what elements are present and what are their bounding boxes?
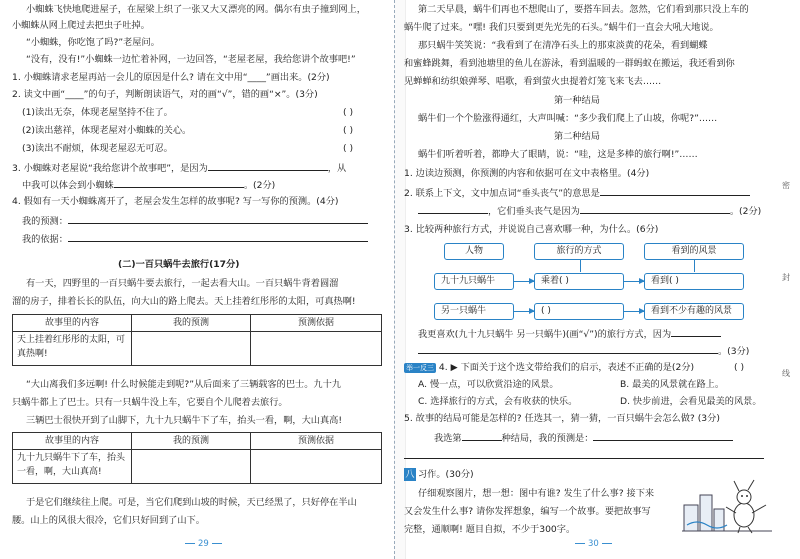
badge: 举一反三	[406, 363, 434, 372]
prediction-table-2	[12, 432, 382, 484]
question-3-cont	[22, 177, 275, 193]
answer-line[interactable]	[114, 177, 244, 188]
story-line: 三辆巴士很快开到了山脚下，九十九只蜗牛下了车，抬头一看，啊，大山真高!	[26, 415, 343, 426]
option-a: A. 慢一点，可以欣赏沿途的风景。	[418, 379, 559, 390]
illustration	[682, 475, 772, 537]
basis-label: 我的依据：	[22, 234, 68, 245]
prediction-label: 我的预测：	[22, 216, 68, 227]
table-cell-input[interactable]	[251, 450, 382, 484]
question-4: 4. 假如有一天小蜘蛛离开了，老屋会发生怎样的故事呢? 写一写你的预测。(4分)	[12, 196, 339, 207]
story-line: “大山离我们多远啊! 什么时候能走到呢?”从后面来了三辆载客的巴士。九十九	[26, 379, 341, 390]
diagram-saw-1[interactable]: 看到( )	[644, 273, 744, 290]
answer-line-full	[404, 448, 764, 464]
q2-text-3: 。(2分)	[729, 206, 762, 217]
essay-line: 又会发生什么事? 请你发挥想象，编写一个故事。要把故事写	[404, 506, 651, 517]
para-line: “小蜘蛛，你吃饱了吗?”老屋问。	[26, 37, 160, 48]
answer-line[interactable]	[418, 343, 718, 354]
q4-text: 4. ▶ 下面关于这个选文带给我们的启示，表述不正确的是(2分)	[438, 362, 695, 373]
table-header: 预测依据	[251, 315, 382, 332]
essay-line: 仔细观察图片，想一想：图中有谁? 发生了什么事? 接下来	[418, 488, 655, 499]
ending-title-2: 第二种结局	[554, 131, 600, 142]
page-number	[572, 539, 615, 549]
story-line: 第二天早晨，蜗牛们再也不想爬山了，要搭车回去。忽然，它们看到那只没上车的	[418, 4, 749, 15]
option-d: D. 快步前进，会看见最美的风景。	[620, 396, 762, 407]
table-header: 故事里的内容	[13, 433, 132, 450]
section-number: 八	[405, 469, 415, 480]
story-line: 那只蜗牛笑笑说：“我看到了在清净石头上的那束淡黄的花朵，看到蝴蝶	[418, 40, 708, 51]
diagram-head-way: 旅行的方式	[534, 243, 624, 260]
question-2-cont	[418, 203, 761, 219]
answer-line[interactable]	[593, 430, 733, 441]
ending-line-1: 蜗牛们一个个脸涨得通红，大声叫喊：“多少我们爬上了山坡，你呢?”……	[418, 113, 718, 124]
section-title: (二)一百只蜗牛去旅行(17分)	[118, 259, 240, 270]
option-3: (3)读出不耐烦，体现老屋忍无可忍。	[22, 143, 173, 154]
q3-choice-cont	[418, 343, 749, 359]
option-1: (1)读出无奈，体现老屋坚持不住了。	[22, 107, 173, 118]
q3-text: 3. 小蜘蛛对老屋说“我给您讲个故事吧”，是因为	[12, 163, 208, 174]
q3-choice	[418, 326, 721, 342]
answer-line[interactable]	[580, 203, 730, 214]
section-title: 习作。(30分)	[418, 469, 474, 480]
arrow	[624, 311, 644, 312]
table-cell-input[interactable]	[132, 332, 251, 366]
question-2	[404, 185, 750, 201]
diagram-99-snails: 九十九只蜗牛	[434, 273, 514, 290]
diagram-head-scenery: 看到的风景	[644, 243, 744, 260]
q3-choice-text: 我更喜欢(九十九只蜗牛 另一只蜗牛)(画“√”)的旅行方式，因为	[418, 329, 672, 340]
question-2: 2. 读文中画“____”的句子，判断朗读语气，对的画“√”，错的画“×”。(3分)	[12, 89, 318, 100]
right-page	[404, 0, 774, 559]
question-3: 3. 比较两种旅行方式，并说说自己喜欢哪一种，为什么。(6分)	[404, 224, 659, 235]
arrow	[514, 311, 534, 312]
para-line: 小蜘蛛从网上爬过去把虫子吐掉。	[12, 20, 150, 31]
seal-char: 线	[782, 369, 790, 378]
prediction-table-1	[12, 314, 382, 366]
q5-text: 我选第	[434, 433, 462, 444]
ending-line-2: 蜗牛们听着听着，都睁大了眼睛，说：“哇，这是多棒的旅行啊!”……	[418, 149, 698, 160]
story-line: 和蜜蜂跳舞，看到池塘里的鱼儿在游泳，看到温暖的一群蚂蚁在搬运，我还看到你	[404, 58, 735, 69]
story-line: 见蝉蝉和纺织娘弹琴、唱歌，看到萤火虫提着灯笼飞来飞去……	[404, 76, 662, 87]
answer-line[interactable]	[68, 231, 368, 242]
q2-text-2: ，它们垂头丧气是因为	[488, 206, 580, 217]
seal-char: 封	[782, 273, 790, 282]
answer-line[interactable]	[462, 430, 502, 441]
section-8-title	[404, 468, 474, 482]
ending-title-1: 第一种结局	[554, 95, 600, 106]
page-number-text: 30	[588, 539, 599, 549]
story-line: 只蜗牛都上了巴士。只有一只蜗牛没上车，它要自个儿爬着去旅行。	[12, 397, 288, 408]
table-header: 我的预测	[132, 315, 251, 332]
question-1: 1. 边读边预测，你预测的内容和依据可在文中表格里。(4分)	[404, 168, 650, 179]
seal-char: 密	[782, 181, 790, 190]
answer-paren[interactable]: ( )	[343, 125, 354, 136]
diagram-way-2[interactable]: ( )	[534, 303, 624, 320]
q3-text-2: ，从	[327, 163, 347, 174]
story-line: 有一天，四野里的一百只蜗牛要去旅行，一起去看大山。一百只蜗牛背着圆溜	[26, 278, 339, 289]
question-1: 1. 小蜘蛛请求老屋再站一会儿的原因是什么? 请在文中用“____”画出来。(2分)	[12, 72, 330, 83]
connector	[580, 260, 581, 272]
q3-text-3: 中我可以体会到小蜘蛛	[22, 180, 114, 191]
answer-line[interactable]	[208, 160, 328, 171]
answer-paren[interactable]: ( )	[734, 362, 745, 373]
basis-row	[22, 231, 368, 247]
answer-paren[interactable]: ( )	[343, 143, 354, 154]
story-line: 溜的房子，排着长长的队伍，向大山的路上爬去。天上挂着红彤彤的太阳，可真热啊!	[12, 296, 356, 307]
q3-text-4: 。(2分)	[243, 180, 276, 191]
diagram-one-snail: 另一只蜗牛	[434, 303, 514, 320]
diagram-head-people: 人物	[444, 243, 504, 260]
option-c: C. 选择旅行的方式，会有收获的快乐。	[418, 396, 578, 407]
question-5: 5. 故事的结局可能是怎样的? 任选其一，猜一猜，一百只蜗牛会怎么做? (3分)	[404, 413, 720, 424]
answer-line[interactable]	[671, 326, 721, 337]
answer-line[interactable]	[68, 213, 368, 224]
table-header: 预测依据	[251, 433, 382, 450]
arrow	[514, 281, 534, 282]
answer-paren[interactable]: ( )	[343, 107, 354, 118]
table-cell-input[interactable]	[251, 332, 382, 366]
para-line: 小蜘蛛飞快地爬进屋子，在屋梁上织了一张又大又漂亮的网。偶尔有虫子撞到网上，	[26, 4, 366, 15]
q5-text-2: 种结局，我的预测是：	[501, 433, 594, 444]
table-cell: 九十九只蜗牛下了车，抬头一看，啊，大山真高!	[13, 450, 132, 484]
arrow	[624, 281, 644, 282]
table-header: 我的预测	[132, 433, 251, 450]
question-3	[12, 160, 346, 176]
option-b: B. 最美的风景就在路上。	[620, 379, 725, 390]
story-line: 于是它们继续往上爬。可是，当它们爬到山坡的时候，天已经黑了，只好停在半山	[26, 497, 357, 508]
diagram-by-vehicle[interactable]: 乘着( )	[534, 273, 624, 290]
q2-text: 2. 联系上下文，文中加点词“垂头丧气”的意思是	[404, 188, 600, 199]
essay-line: 完整，通顺啊! 题目自拟，不少于300字。	[404, 524, 576, 535]
table-cell-input[interactable]	[132, 450, 251, 484]
answer-line[interactable]	[418, 203, 488, 214]
diagram-saw-2: 看到不少有趣的风景	[644, 303, 744, 320]
answer-line[interactable]	[404, 448, 764, 459]
question-4	[404, 361, 694, 375]
left-page	[0, 0, 394, 559]
para-line: “没有，没有!”小蜘蛛一边忙着补网，一边回答，“老屋老屋，我给您讲个故事吧!”	[26, 54, 356, 65]
page-number	[182, 539, 225, 549]
option-2: (2)读出慈祥，体现老屋对小蜘蛛的关心。	[22, 125, 192, 136]
connector	[694, 260, 695, 272]
q3-end: 。(3分)	[718, 346, 750, 357]
table-cell: 天上挂着红彤彤的太阳，可真热啊!	[13, 332, 132, 366]
story-line: 蜗牛爬了过来。“嘿! 我们只要到更先光先的石头。”蜗牛们一直会大吼大地说。	[404, 22, 719, 33]
answer-line[interactable]	[600, 185, 750, 196]
prediction-row	[22, 213, 368, 229]
page-number-text: 29	[198, 539, 209, 549]
table-header: 故事里的内容	[13, 315, 132, 332]
story-line: 腰。山上的风很大很冷，它们只好回到了山下。	[12, 515, 205, 526]
q5-answer	[434, 430, 733, 446]
